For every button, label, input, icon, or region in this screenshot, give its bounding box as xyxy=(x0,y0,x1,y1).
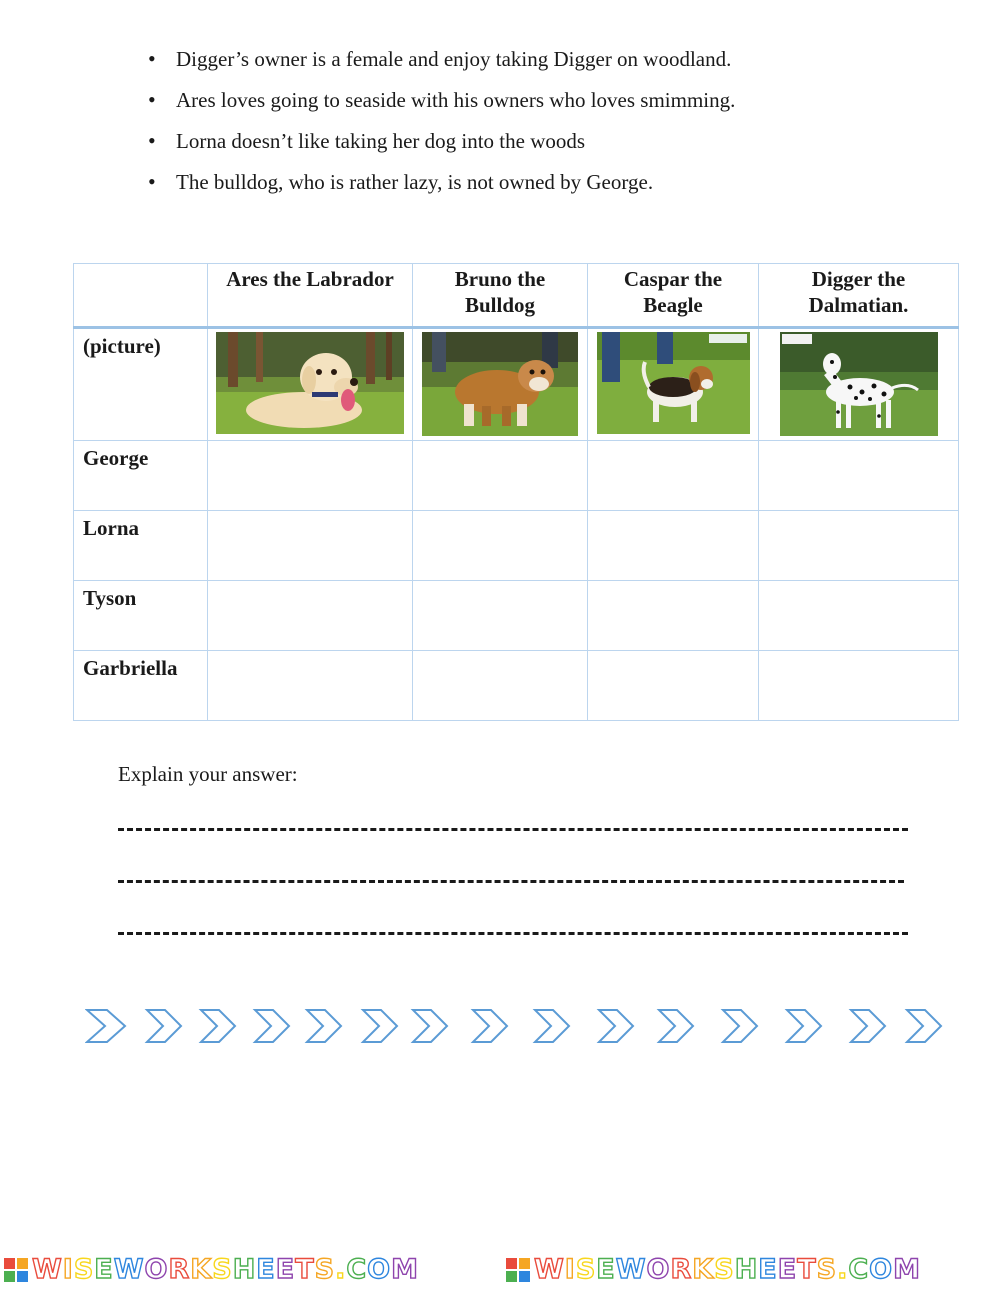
answer-cell[interactable] xyxy=(759,581,959,651)
answer-cell[interactable] xyxy=(759,441,959,511)
answer-cell[interactable] xyxy=(588,441,759,511)
row-header-owner: Garbriella xyxy=(74,651,208,721)
answer-cell[interactable] xyxy=(413,651,588,721)
row-header-picture: (picture) xyxy=(74,328,208,441)
picture-cell xyxy=(588,328,759,441)
brand-logo-icon xyxy=(4,1258,28,1282)
logic-grid-table xyxy=(73,263,959,721)
brand-logo-icon xyxy=(506,1258,530,1282)
clue-list xyxy=(148,42,735,206)
answer-line[interactable] xyxy=(118,828,908,831)
answer-cell[interactable] xyxy=(588,511,759,581)
answer-cell[interactable] xyxy=(413,581,588,651)
explain-label: Explain your answer: xyxy=(118,762,298,786)
dalmatian-photo xyxy=(780,332,938,436)
column-header-ares: Ares the Labrador xyxy=(208,264,413,328)
column-header-digger: Digger the Dalmatian. xyxy=(759,264,959,328)
column-header-caspar: Caspar the Beagle xyxy=(588,264,759,328)
corner-cell xyxy=(74,264,208,328)
answer-cell[interactable] xyxy=(759,651,959,721)
brand-text: WISEWORKSHEETS.COM xyxy=(534,1254,921,1285)
bulldog-photo xyxy=(422,332,578,436)
answer-cell[interactable] xyxy=(413,441,588,511)
answer-line[interactable] xyxy=(118,880,904,883)
answer-cell[interactable] xyxy=(588,581,759,651)
brand-text: WISEWORKSHEETS.COM xyxy=(32,1254,419,1285)
row-header-owner: Lorna xyxy=(74,511,208,581)
picture-cell xyxy=(208,328,413,441)
answer-cell[interactable] xyxy=(208,511,413,581)
clue-item: • Lorna doesn’t like taking her dog into the woods xyxy=(148,124,735,165)
column-header-bruno: Bruno the Bulldog xyxy=(413,264,588,328)
clue-item: • Ares loves going to seaside with his owners who loves smimming. xyxy=(148,83,735,124)
answer-cell[interactable] xyxy=(208,441,413,511)
answer-cell[interactable] xyxy=(413,511,588,581)
answer-cell[interactable] xyxy=(588,651,759,721)
chevron-arrow-row xyxy=(85,1008,955,1044)
answer-cell[interactable] xyxy=(208,651,413,721)
picture-cell xyxy=(759,328,959,441)
labrador-photo xyxy=(216,332,404,434)
beagle-photo xyxy=(597,332,750,434)
answer-cell[interactable] xyxy=(208,581,413,651)
row-header-owner: George xyxy=(74,441,208,511)
clue-item: • The bulldog, who is rather lazy, is not owned by George. xyxy=(148,165,735,206)
row-header-owner: Tyson xyxy=(74,581,208,651)
answer-line[interactable] xyxy=(118,932,908,935)
clue-item: • Digger’s owner is a female and enjoy taking Digger on woodland. xyxy=(148,42,735,83)
wiseworksheets-watermark xyxy=(0,1252,1000,1288)
answer-cell[interactable] xyxy=(759,511,959,581)
picture-cell xyxy=(413,328,588,441)
